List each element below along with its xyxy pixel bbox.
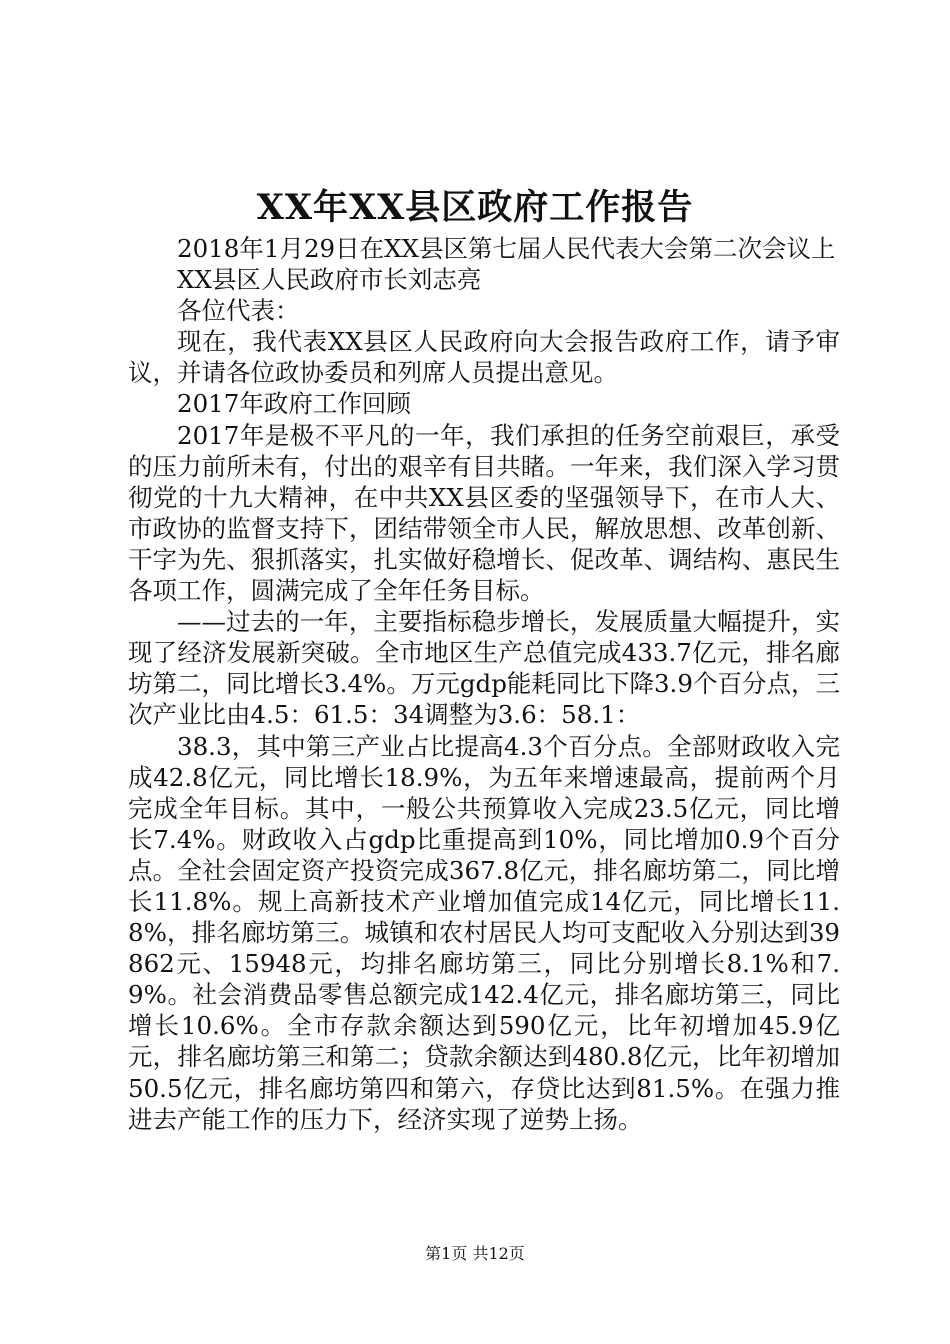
salutation: 各位代表：: [177, 296, 300, 326]
document-title: XX年XX县区政府工作报告: [256, 187, 694, 228]
meeting-line: 2018年1月29日在XX县区第七届人民代表大会第二次会议上: [177, 234, 836, 263]
page-footer: 第1页 共12页: [425, 1244, 525, 1263]
review-paragraph: 2017年是极不平凡的一年，我们承担的任务空前艰巨，承受的压力前所未有，付出的艰辛有目共睹。一年来，我们深入学习贯彻党的十九大精神，在中共XX县区委的坚强领导下，在市人大、市政协的监督支持下，团结带领全市人民，解放思想、改革创新、干字为先、狠抓落实，扎实做好稳增长、促改革、调结构、惠民生各项工作，圆满完成了全年任务目标。: [128, 420, 840, 606]
finance-paragraph: 38.3，其中第三产业占比提高4.3个百分点。全部财政收入完成42.8亿元，同比增长18.9%，为五年来增速最高，提前两个月完成全年目标。其中，一般公共预算收入完成23.5亿元，同比增长7.4%。财政收入占gdp比重提高到10%，同比增加0.9个百分点。全社会固定资产投资完成367.8亿元，排名廊坊第二，同比增长11.8%。规上高新技术产业增加值完成14亿元，同比增长11.8%，排名廊坊第三。城镇和农村居民人均可支配收入分别达到39862元、15948元，均排名廊坊第三，同比分别增长8.1%和7.9%。社会消费品零售总额完成142.4亿元，排名廊坊第三，同比增长10.6%。全市存款余额达到590亿元，比年初增加45.9亿元，排名廊坊第三和第二；贷款余额达到480.8亿元，比年初增加50.5亿元，排名廊坊第四和第六，存贷比达到81.5%。在强力推进去产能工作的压力下，经济实现了逆势上扬。: [128, 731, 840, 1134]
speaker-line: XX县区人民政府市长刘志亮: [177, 265, 482, 295]
indicators-paragraph: ——过去的一年，主要指标稳步增长，发展质量大幅提升，实现了经济发展新突破。全市地区生产总值完成433.7亿元，排名廊坊第二，同比增长3.4%。万元gdp能耗同比下降3.9个百分点，三次产业比由4.5：61.5：34调整为3.6：58.1：: [128, 607, 840, 730]
section-heading: 2017年政府工作回顾: [177, 389, 411, 419]
document-body: [128, 233, 840, 1135]
intro-paragraph: 现在，我代表XX县区人民政府向大会报告政府工作，请予审议，并请各位政协委员和列席人员提出意见。: [128, 327, 840, 388]
